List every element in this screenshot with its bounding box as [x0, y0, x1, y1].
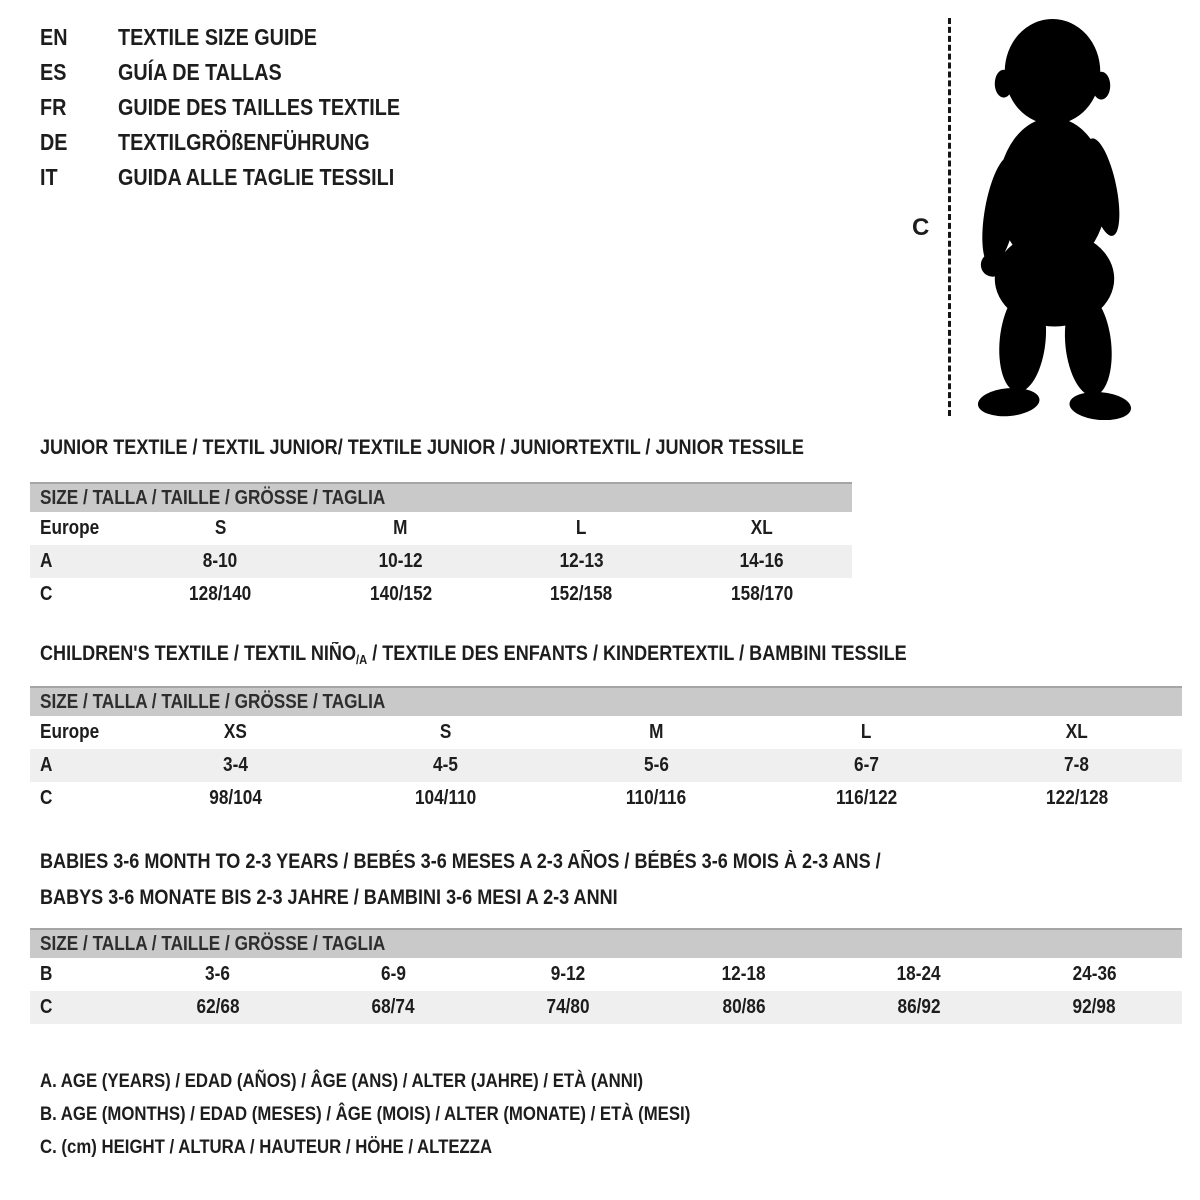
nino-a-subscript: /A — [356, 652, 368, 667]
language-code: FR — [40, 94, 67, 120]
row-label: Europe — [40, 721, 100, 743]
table-row-height — [30, 578, 852, 611]
table-cell: 24-36 — [1072, 963, 1117, 985]
table-row-age — [30, 749, 1182, 782]
children-size-table — [30, 686, 1182, 815]
guide-title: TEXTILE SIZE GUIDE — [118, 24, 317, 50]
table-cell: 14-16 — [739, 550, 784, 572]
language-title-block — [40, 20, 446, 195]
table-cell: 9-12 — [551, 963, 586, 985]
table-cell: 62/68 — [196, 996, 240, 1018]
table-cell: 122/128 — [1045, 787, 1108, 809]
table-cell: 86/92 — [897, 996, 941, 1018]
table-cell: 104/110 — [414, 787, 477, 809]
language-row-es — [40, 55, 446, 90]
table-cell: 68/74 — [371, 996, 415, 1018]
size-header-bar: SIZE / TALLA / TAILLE / GRÖSSE / TAGLIA — [30, 928, 1182, 958]
table-cell: 12-13 — [559, 550, 604, 572]
children-section-title: CHILDREN'S TEXTILE / TEXTIL NIÑO/A / TEXTILE DES ENFANTS / KINDERTEXTIL / BAMBINI TESSILE — [40, 642, 907, 667]
table-row-height — [30, 782, 1182, 815]
table-row-europe — [30, 512, 852, 545]
language-row-de — [40, 125, 446, 160]
junior-section-title: JUNIOR TEXTILE / TEXTIL JUNIOR/ TEXTILE JUNIOR / JUNIORTEXTIL / JUNIOR TESSILE — [40, 436, 804, 459]
table-cell: 4-5 — [433, 754, 459, 776]
table-cell: 3-4 — [222, 754, 248, 776]
legend-line-age-years: A. AGE (YEARS) / EDAD (AÑOS) / ÂGE (ANS) / ALTER (JAHRE) / ETÀ (ANNI) — [40, 1070, 644, 1092]
table-cell: 10-12 — [378, 550, 423, 572]
legend-line-height-cm: C. (cm) HEIGHT / ALTURA / HAUTEUR / HÖHE / ALTEZZA — [40, 1136, 493, 1158]
babies-size-table — [30, 928, 1182, 1024]
table-cell: 12-18 — [721, 963, 766, 985]
language-code: DE — [40, 129, 68, 155]
table-cell: 92/98 — [1072, 996, 1116, 1018]
table-cell: 98/104 — [208, 787, 262, 809]
table-cell: S — [214, 517, 226, 539]
table-cell: 5-6 — [643, 754, 669, 776]
language-code: EN — [40, 24, 68, 50]
language-code: IT — [40, 164, 58, 190]
row-label: C — [40, 787, 53, 809]
language-row-fr — [40, 90, 446, 125]
table-cell: S — [439, 721, 452, 743]
table-cell: 18-24 — [896, 963, 941, 985]
language-row-it — [40, 160, 446, 195]
height-measure-label: C — [912, 214, 930, 241]
table-cell: XL — [1065, 721, 1088, 743]
table-cell: 110/116 — [625, 787, 687, 809]
table-cell: 7-8 — [1064, 754, 1090, 776]
table-cell: 8-10 — [203, 550, 238, 572]
row-label: Europe — [40, 517, 100, 539]
table-cell: L — [861, 721, 872, 743]
table-cell: M — [648, 721, 664, 743]
table-row-height — [30, 991, 1182, 1024]
table-cell: XL — [750, 517, 773, 539]
guide-title: GUIDA ALLE TAGLIE TESSILI — [118, 164, 395, 190]
size-header-bar: SIZE / TALLA / TAILLE / GRÖSSE / TAGLIA — [30, 686, 1182, 716]
language-code: ES — [40, 59, 67, 85]
toddler-silhouette-icon — [958, 12, 1143, 425]
guide-title: GUÍA DE TALLAS — [118, 59, 282, 85]
row-label: C — [40, 583, 53, 605]
table-cell: 74/80 — [546, 996, 590, 1018]
language-row-en — [40, 20, 446, 55]
guide-title: TEXTILGRÖßENFÜHRUNG — [118, 129, 370, 155]
table-cell: 6-9 — [380, 963, 406, 985]
table-cell: XS — [223, 721, 247, 743]
legend-line-age-months: B. AGE (MONTHS) / EDAD (MESES) / ÂGE (MOIS) / ALTER (MONATE) / ETÀ (MESI) — [40, 1103, 691, 1125]
row-label: A — [40, 754, 53, 776]
row-label: C — [40, 996, 53, 1018]
row-label: A — [40, 550, 53, 572]
table-cell: 3-6 — [205, 963, 231, 985]
table-cell: 116/122 — [835, 787, 898, 809]
babies-section-title-line2: BABYS 3-6 MONATE BIS 2-3 JAHRE / BAMBINI 3-6 MESI A 2-3 ANNI — [40, 886, 618, 909]
table-cell: M — [393, 517, 408, 539]
table-row-europe — [30, 716, 1182, 749]
size-header-bar: SIZE / TALLA / TAILLE / GRÖSSE / TAGLIA — [30, 482, 852, 512]
table-cell: 140/152 — [369, 583, 432, 605]
table-cell: 6-7 — [853, 754, 879, 776]
table-row-months — [30, 958, 1182, 991]
table-cell: 128/140 — [189, 583, 252, 605]
table-row-age — [30, 545, 852, 578]
table-cell: 80/86 — [722, 996, 766, 1018]
guide-title: GUIDE DES TAILLES TEXTILE — [118, 94, 401, 120]
table-cell: 152/158 — [550, 583, 613, 605]
row-label: B — [40, 963, 53, 985]
table-cell: 158/170 — [730, 583, 793, 605]
babies-section-title-line1: BABIES 3-6 MONTH TO 2-3 YEARS / BEBÉS 3-6 MESES A 2-3 AÑOS / BÉBÉS 3-6 MOIS À 2-3 ANS / — [40, 850, 881, 873]
height-dashed-line — [948, 18, 951, 416]
junior-size-table — [30, 482, 852, 611]
table-cell: L — [575, 517, 587, 539]
